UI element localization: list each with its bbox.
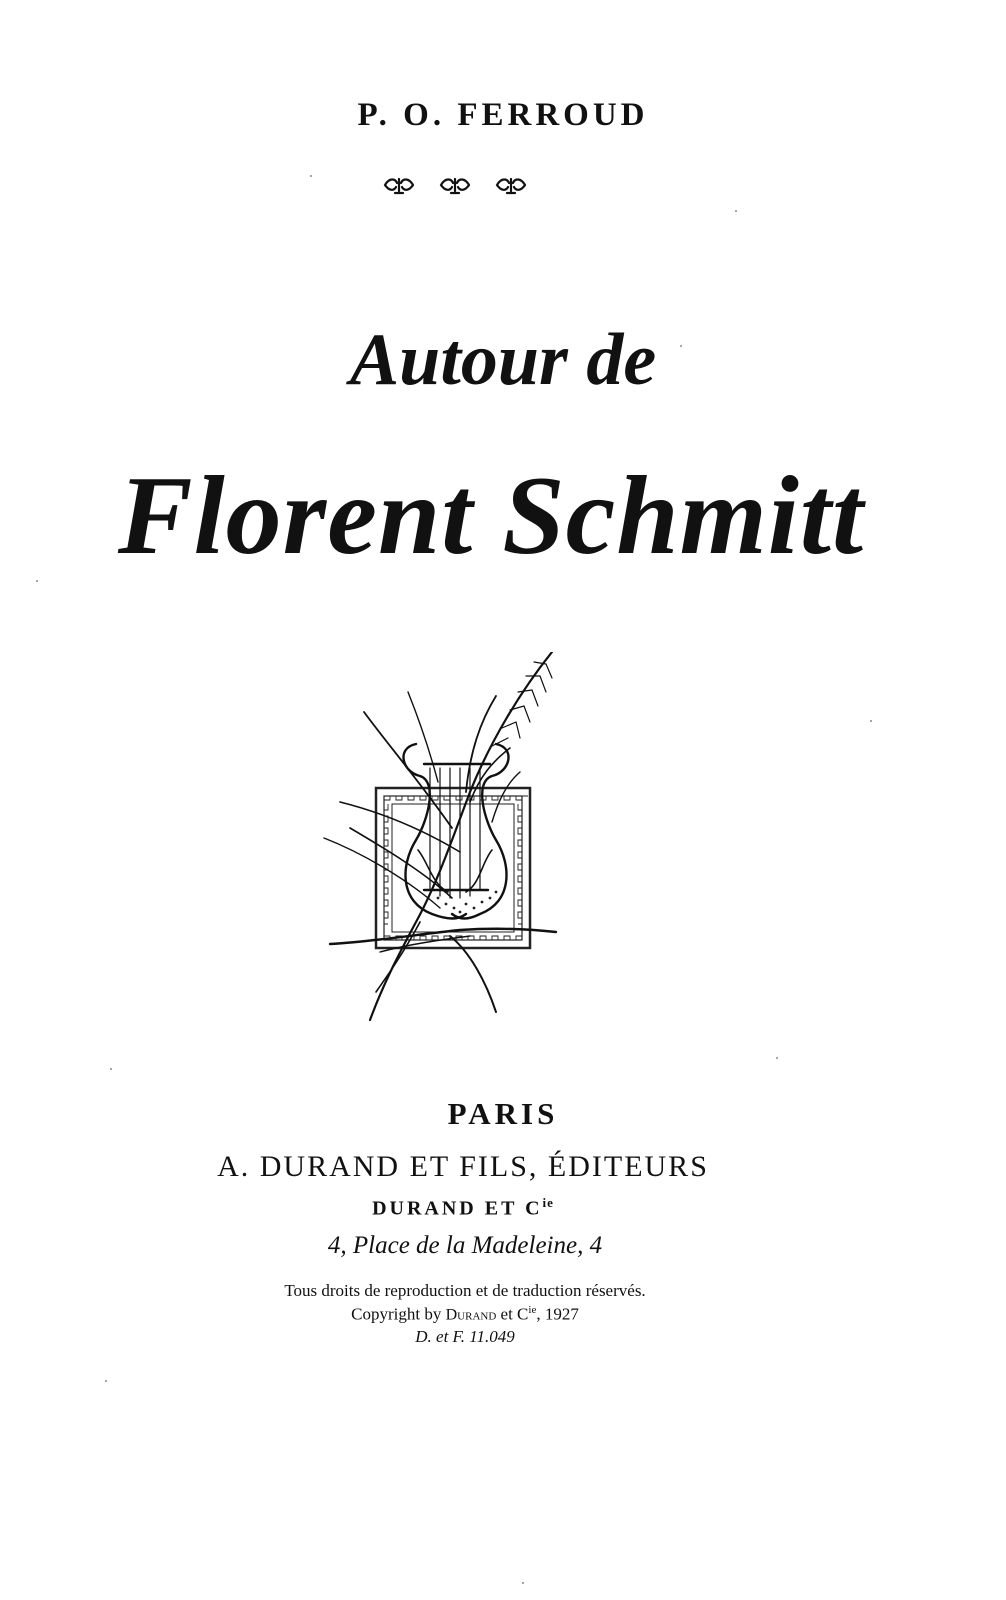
scan-speck — [776, 1057, 778, 1059]
copyright-year: , 1927 — [536, 1304, 579, 1324]
firm-superscript: ie — [542, 1195, 554, 1210]
scan-speck — [310, 175, 312, 177]
copyright-superscript: ie — [528, 1304, 537, 1316]
copyright-notice — [0, 1304, 968, 1325]
scan-speck — [105, 1380, 107, 1382]
scan-speck — [522, 1582, 524, 1584]
plate-number: D. et F. 11.049 — [415, 1327, 515, 1346]
scan-speck — [735, 210, 737, 212]
rights-notice: Tous droits de reproduction et de traduction réservés. — [284, 1281, 646, 1300]
firm-name: DURAND ET C — [372, 1197, 543, 1220]
title-line-1: Autour de — [349, 319, 657, 401]
author-name: P. O. FERROUD — [357, 97, 649, 133]
title-line-2: Florent Schmitt — [117, 454, 865, 578]
imprint-address: 4, Place de la Madeleine, 4 — [327, 1232, 603, 1259]
scan-speck — [36, 580, 38, 582]
copyright-prefix: Copyright by — [351, 1304, 446, 1324]
lyre-with-palm-leaves-icon — [320, 652, 560, 1024]
imprint-publisher: A. DURAND ET FILS, ÉDITEURS — [217, 1150, 709, 1183]
imprint-firm — [0, 1195, 966, 1221]
copyright-name: Durand — [445, 1306, 497, 1324]
fleuron-icon — [0, 172, 1006, 198]
imprint-city: PARIS — [447, 1096, 559, 1131]
scan-speck — [110, 1068, 112, 1070]
scan-speck — [870, 720, 872, 722]
copyright-mid: et C — [496, 1304, 529, 1324]
scan-speck — [680, 345, 682, 347]
